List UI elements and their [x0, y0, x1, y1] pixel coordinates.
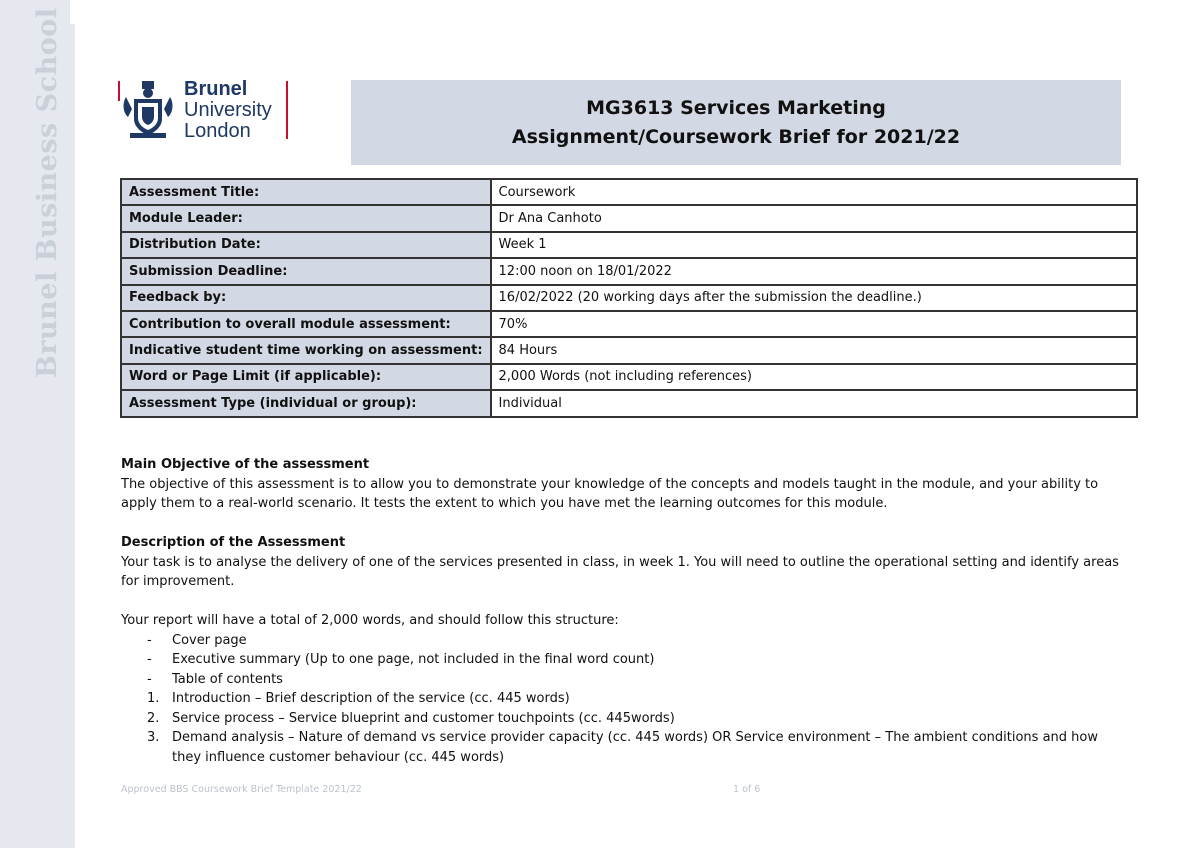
- row-value: 84 Hours: [491, 337, 1137, 363]
- table-row: [121, 364, 1137, 390]
- row-label: Submission Deadline:: [121, 258, 491, 284]
- footer-page-number: 1 of 6: [733, 784, 761, 795]
- row-label: Assessment Title:: [121, 179, 491, 205]
- list-item: [121, 670, 1131, 690]
- table-row: [121, 285, 1137, 311]
- logo-line-3: London: [184, 120, 251, 142]
- list-item: [121, 631, 1131, 651]
- list-marker: -: [147, 632, 152, 648]
- structure-list: [121, 631, 1131, 768]
- row-value: Coursework: [491, 179, 1137, 205]
- list-item-text: Introduction – Brief description of the service (cc. 445 words): [172, 691, 570, 706]
- university-logo: [120, 79, 295, 141]
- list-item-text: Service process – Service blueprint and customer touchpoints (cc. 445words): [172, 710, 675, 726]
- list-item-text: Table of contents: [172, 671, 283, 687]
- list-item-text: Executive summary (Up to one page, not included in the final word count): [172, 652, 655, 667]
- module-title: MG3613 Services Marketing: [586, 96, 886, 119]
- logo-accent-bar: [286, 81, 288, 139]
- row-value: 2,000 Words (not including references): [491, 364, 1137, 390]
- list-item-text: Demand analysis – Nature of demand vs service provider capacity (cc. 445 words) OR Service environment – The ambient conditions and how they influence customer behaviour (cc. 445 words): [172, 730, 1098, 765]
- description-text: Your task is to analyse the delivery of one of the services presented in class, in week 1. You will need to outline the operational setting and identify areas for improvement.: [121, 554, 1119, 589]
- row-label: Module Leader:: [121, 205, 491, 231]
- objective-text: The objective of this assessment is to allow you to demonstrate your knowledge of the concepts and models taught in the module, and your ability to apply them to a real-world scenario. It tests the extent to which you have met the learning outcomes for this module.: [121, 476, 1099, 511]
- list-marker: -: [147, 652, 152, 667]
- logo-wordmark: [184, 79, 272, 142]
- logo-line-2: University: [184, 99, 272, 121]
- row-label: Assessment Type (individual or group):: [121, 390, 491, 416]
- row-label: Word or Page Limit (if applicable):: [121, 364, 491, 390]
- document-body: [121, 455, 1131, 767]
- table-row: [121, 390, 1137, 416]
- table-row: [121, 232, 1137, 258]
- title-box: [351, 80, 1121, 165]
- row-value: Individual: [491, 390, 1137, 416]
- table-row: [121, 311, 1137, 337]
- list-marker: 3.: [147, 730, 160, 745]
- row-value: 12:00 noon on 18/01/2022: [491, 258, 1137, 284]
- assessment-info-table: [120, 178, 1138, 418]
- list-marker: -: [147, 671, 152, 687]
- row-value: 16/02/2022 (20 working days after the submission the deadline.): [491, 285, 1137, 311]
- objective-heading: Main Objective of the assessment: [121, 457, 370, 472]
- table-row: [121, 337, 1137, 363]
- logo-line-1: Brunel: [184, 78, 248, 100]
- brief-title: Assignment/Coursework Brief for 2021/22: [511, 125, 961, 148]
- row-value: Dr Ana Canhoto: [491, 205, 1137, 231]
- list-item: [121, 650, 1131, 670]
- table-row: [121, 258, 1137, 284]
- crest-icon: [120, 79, 176, 141]
- list-marker: 2.: [147, 710, 160, 726]
- row-label: Feedback by:: [121, 285, 491, 311]
- row-value: 70%: [491, 311, 1137, 337]
- school-watermark: Brunel Business School: [32, 7, 63, 378]
- table-row: [121, 205, 1137, 231]
- footer-template-label: Approved BBS Coursework Brief Template 2021/22: [121, 784, 362, 795]
- list-item: [121, 728, 1131, 767]
- side-notch: [70, 0, 80, 24]
- row-label: Indicative student time working on assessment:: [121, 337, 491, 363]
- table-row: [121, 179, 1137, 205]
- list-item: [121, 709, 1131, 729]
- row-value: Week 1: [491, 232, 1137, 258]
- list-item-text: Cover page: [172, 632, 247, 648]
- structure-intro: Your report will have a total of 2,000 words, and should follow this structure:: [121, 613, 619, 628]
- list-item: [121, 689, 1131, 709]
- row-label: Distribution Date:: [121, 232, 491, 258]
- row-label: Contribution to overall module assessment:: [121, 311, 491, 337]
- list-marker: 1.: [147, 691, 160, 706]
- description-heading: Description of the Assessment: [121, 535, 346, 550]
